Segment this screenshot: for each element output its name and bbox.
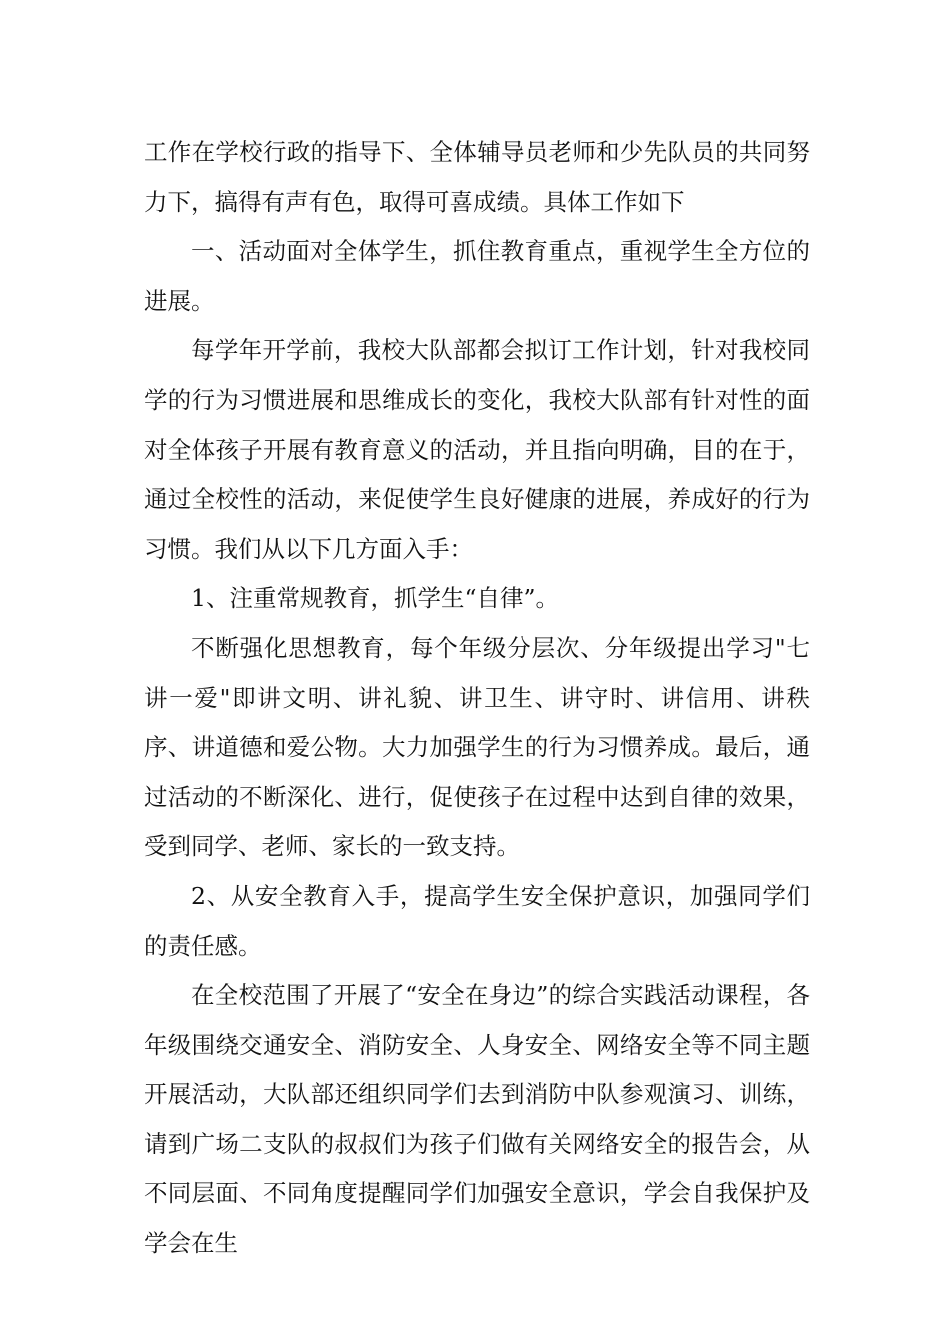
- paragraph-subheading-1: 1、注重常规教育，抓学生“自律”。: [191, 584, 559, 613]
- paragraph-ideological-education: 不断强化思想教育，每个年级分层次、分年级提出学习"七讲一爱"即讲文明、讲礼貌、讲卫生、讲守时、讲信用、讲秩序、讲道德和爱公物。大力加强学生的行为习惯养成。最后，通过活动的不断深化、进行，促使孩子在过程中达到自律的效果，受到同学、老师、家长的一致支持。: [144, 633, 810, 861]
- paragraph-safety-activities: 在全校范围了开展了“安全在身边”的综合实践活动课程，各年级围绕交通安全、消防安全、人身安全、网络安全等不同主题开展活动，大队部还组织同学们去到消防中队参观演习、训练，请到广场二支队的叔叔们为孩子们做有关网络安全的报告会，从不同层面、不同角度提醒同学们加强安全意识，学会自我保护及学会在生: [144, 981, 810, 1258]
- paragraph-heading-1: 一、活动面对全体学生，抓住教育重点，重视学生全方位的进展。: [144, 237, 810, 315]
- paragraph-work-plan: 每学年开学前，我校大队部都会拟订工作计划，针对我校同学的行为习惯进展和思维成长的变化，我校大队部有针对性的面对全体孩子开展有教育意义的活动，并且指向明确，目的在于，通过全校性的活动，来促使学生良好健康的进展，养成好的行为习惯。我们从以下几方面入手：: [144, 336, 810, 563]
- document-body: [144, 128, 810, 1269]
- paragraph-continuation: 工作在学校行政的指导下、全体辅导员老师和少先队员的共同努力下，搞得有声有色，取得可喜成绩。具体工作如下: [144, 138, 810, 216]
- paragraph-subheading-2: 2、从安全教育入手，提高学生安全保护意识，加强同学们的责任感。: [144, 881, 810, 960]
